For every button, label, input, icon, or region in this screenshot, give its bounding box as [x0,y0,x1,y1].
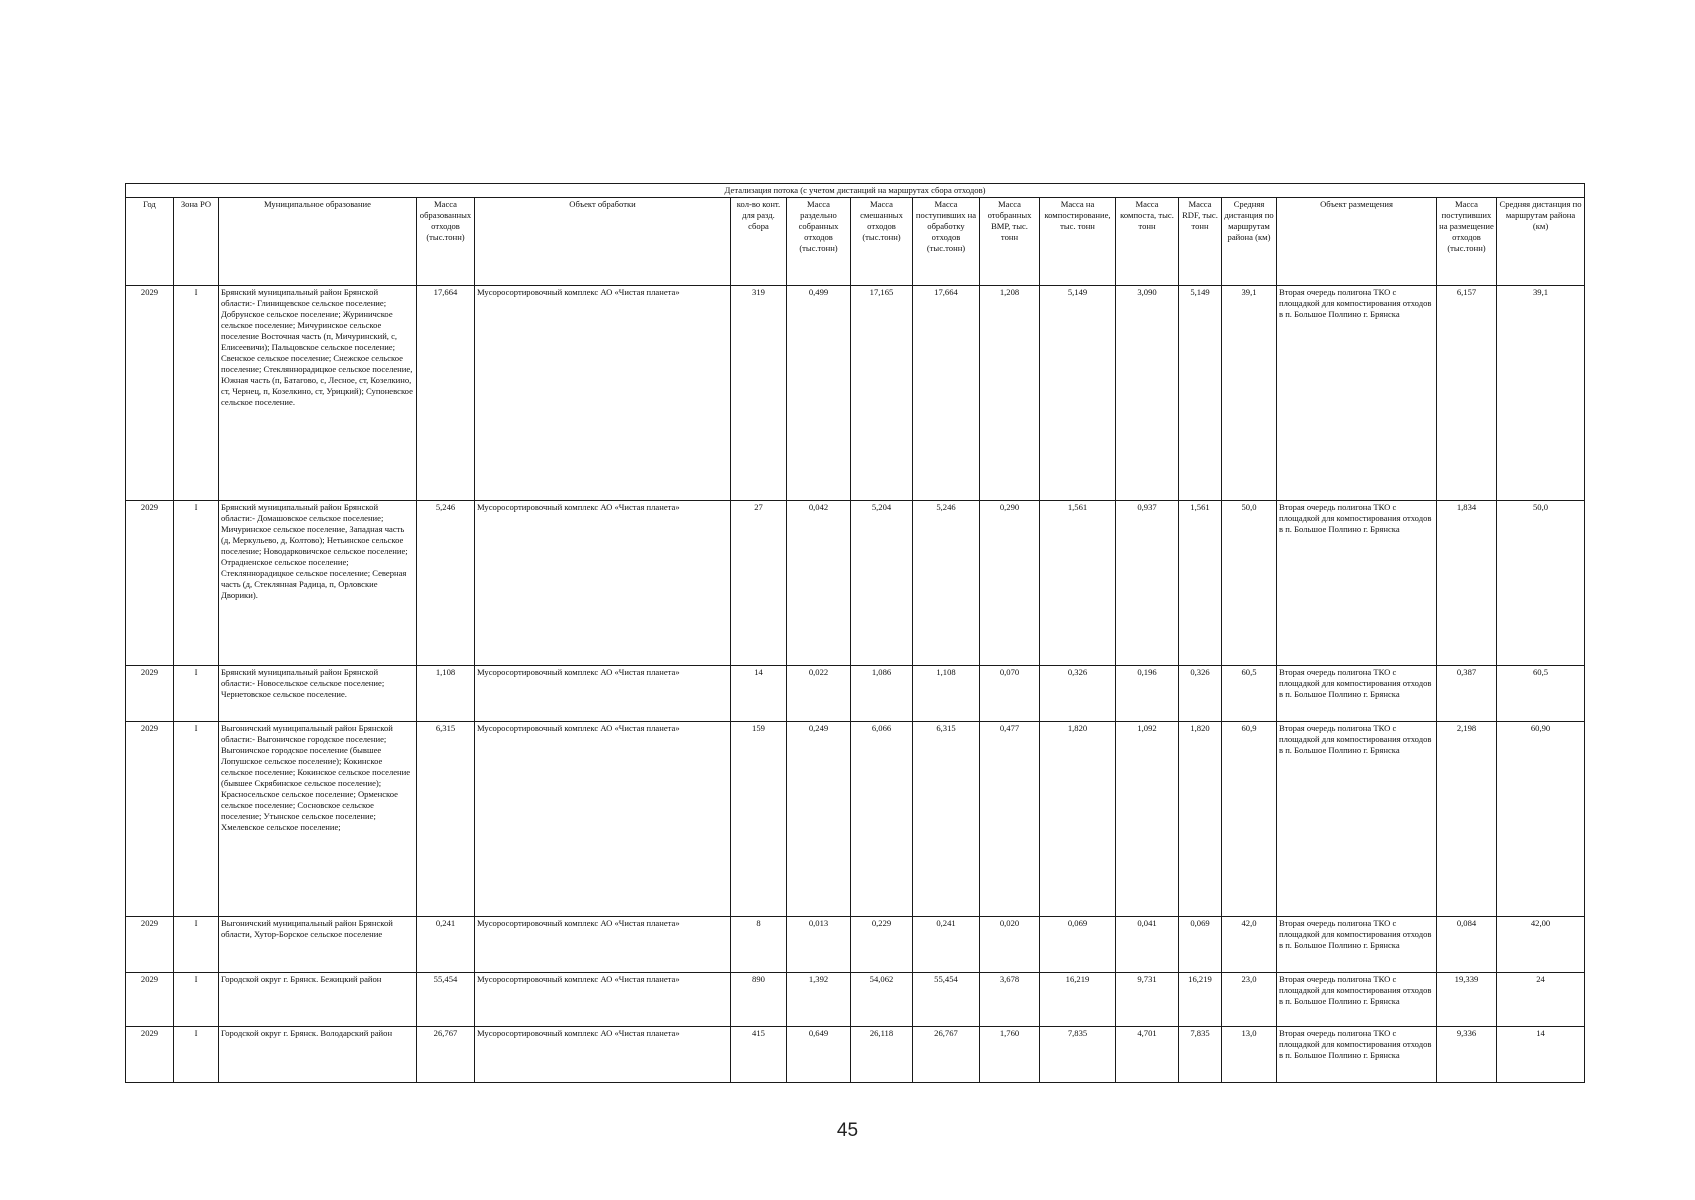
cell-mass-compost: 9,731 [1116,973,1179,1027]
cell-mass-separate: 0,249 [787,722,851,917]
cell-zone: I [174,917,219,973]
cell-processing-facility: Мусоросортировочный комплекс АО «Чистая планета» [475,286,731,501]
cell-processing-facility: Мусоросортировочный комплекс АО «Чистая планета» [475,666,731,722]
cell-mass-processing: 26,767 [913,1027,980,1083]
cell-mass-rdf: 0,069 [1179,917,1222,973]
cell-mass-processing: 6,315 [913,722,980,917]
cell-mass-generated: 1,108 [417,666,475,722]
col-header-zone: Зона РО [174,198,219,286]
cell-mass-compost: 0,041 [1116,917,1179,973]
cell-mass-compost-in: 16,219 [1040,973,1116,1027]
cell-mass-rdf: 1,820 [1179,722,1222,917]
cell-zone: I [174,1027,219,1083]
document-sheet [125,183,1584,1083]
cell-containers: 14 [731,666,787,722]
cell-mass-disposal: 0,084 [1437,917,1497,973]
cell-year: 2029 [126,973,174,1027]
cell-mass-separate: 0,649 [787,1027,851,1083]
cell-mass-vmr: 3,678 [980,973,1040,1027]
waste-flow-table [125,183,1585,1083]
cell-processing-facility: Мусоросортировочный комплекс АО «Чистая планета» [475,722,731,917]
cell-zone: I [174,286,219,501]
table-row [126,666,1585,722]
cell-mass-compost-in: 1,561 [1040,501,1116,666]
cell-mass-disposal: 2,198 [1437,722,1497,917]
cell-containers: 415 [731,1027,787,1083]
cell-mass-mixed: 54,062 [851,973,913,1027]
cell-avg-distance-2: 39,1 [1497,286,1585,501]
col-header-processing-facility: Объект обработки [475,198,731,286]
cell-municipality: Выгоничский муниципальный район Брянской области, Хутор-Борское сельское поселение [219,917,417,973]
col-header-mass-mixed: Масса смешанных отходов (тыс.тонн) [851,198,913,286]
table-body [126,286,1585,1083]
cell-mass-generated: 17,664 [417,286,475,501]
cell-mass-disposal: 0,387 [1437,666,1497,722]
cell-mass-mixed: 6,066 [851,722,913,917]
cell-mass-generated: 26,767 [417,1027,475,1083]
cell-mass-compost-in: 0,326 [1040,666,1116,722]
cell-containers: 8 [731,917,787,973]
cell-processing-facility: Мусоросортировочный комплекс АО «Чистая планета» [475,1027,731,1083]
cell-avg-distance-2: 24 [1497,973,1585,1027]
cell-avg-distance: 13,0 [1222,1027,1277,1083]
cell-mass-rdf: 5,149 [1179,286,1222,501]
cell-mass-generated: 6,315 [417,722,475,917]
cell-containers: 27 [731,501,787,666]
cell-mass-processing: 55,454 [913,973,980,1027]
cell-zone: I [174,501,219,666]
cell-municipality: Городской округ г. Брянск. Бежицкий район [219,973,417,1027]
cell-avg-distance: 42,0 [1222,917,1277,973]
cell-mass-generated: 55,454 [417,973,475,1027]
cell-mass-compost: 3,090 [1116,286,1179,501]
cell-mass-mixed: 26,118 [851,1027,913,1083]
cell-disposal-facility: Вторая очередь полигона ТКО с площадкой для компостирования отходов в п. Большое Полпино г. Брянска [1277,973,1437,1027]
col-header-municipality: Муниципальное образование [219,198,417,286]
cell-mass-disposal: 1,834 [1437,501,1497,666]
cell-mass-vmr: 1,760 [980,1027,1040,1083]
header-row [126,198,1585,286]
table-row [126,722,1585,917]
cell-disposal-facility: Вторая очередь полигона ТКО с площадкой для компостирования отходов в п. Большое Полпино г. Брянска [1277,1027,1437,1083]
cell-mass-separate: 0,013 [787,917,851,973]
cell-mass-processing: 1,108 [913,666,980,722]
col-header-mass-compost: Масса компоста, тыс. тонн [1116,198,1179,286]
cell-mass-processing: 17,664 [913,286,980,501]
cell-containers: 890 [731,973,787,1027]
cell-municipality: Брянский муниципальный район Брянской области:- Глинищевское сельское поселение; Добрунское сельское поселение; Журиничское сельское поселение; Мичуринское сельское поселение Восточная часть (п, Мичуринский, с, Елисеевичи); Пальцовское сельское поселение; Свенское сельское поселение; Снежское сельское поселение; Стекляннорадицкое сельское поселение, Южная часть (п, Батагово, с, Лесное, ст, Козелкино, ст, Чернец, п, Козелкино, ст, Урицкий); Супоневское сельское поселение. [219,286,417,501]
col-header-mass-processing: Масса поступивших на обработку отходов (тыс.тонн) [913,198,980,286]
cell-avg-distance-2: 14 [1497,1027,1585,1083]
cell-zone: I [174,973,219,1027]
cell-disposal-facility: Вторая очередь полигона ТКО с площадкой для компостирования отходов в п. Большое Полпино г. Брянска [1277,501,1437,666]
cell-mass-compost-in: 1,820 [1040,722,1116,917]
cell-year: 2029 [126,1027,174,1083]
cell-year: 2029 [126,501,174,666]
cell-processing-facility: Мусоросортировочный комплекс АО «Чистая планета» [475,917,731,973]
table-row [126,973,1585,1027]
cell-processing-facility: Мусоросортировочный комплекс АО «Чистая планета» [475,973,731,1027]
col-header-mass-compost-in: Масса на компостирование, тыс. тонн [1040,198,1116,286]
cell-mass-compost-in: 5,149 [1040,286,1116,501]
cell-disposal-facility: Вторая очередь полигона ТКО с площадкой для компостирования отходов в п. Большое Полпино г. Брянска [1277,917,1437,973]
cell-mass-rdf: 0,326 [1179,666,1222,722]
cell-mass-mixed: 1,086 [851,666,913,722]
cell-year: 2029 [126,286,174,501]
cell-mass-mixed: 17,165 [851,286,913,501]
cell-avg-distance: 39,1 [1222,286,1277,501]
table-row [126,1027,1585,1083]
cell-mass-disposal: 9,336 [1437,1027,1497,1083]
cell-mass-separate: 0,499 [787,286,851,501]
cell-mass-mixed: 5,204 [851,501,913,666]
cell-mass-vmr: 0,020 [980,917,1040,973]
cell-containers: 159 [731,722,787,917]
cell-municipality: Брянский муниципальный район Брянской области:- Домашовское сельское поселение; Мичуринское сельское поселение, Западная часть (д, Меркульево, д, Колтово); Нетьинское сельское поселение; Новодарковичское сельское поселение; Отрадненское сельское поселение; Стекляннорадицкое сельское поселение; Северная часть (д, Стеклянная Радица, п, Орловские Дворики). [219,501,417,666]
cell-processing-facility: Мусоросортировочный комплекс АО «Чистая планета» [475,501,731,666]
col-header-mass-separate: Масса раздельно собранных отходов (тыс.тонн) [787,198,851,286]
col-header-year: Год [126,198,174,286]
cell-disposal-facility: Вторая очередь полигона ТКО с площадкой для компостирования отходов в п. Большое Полпино г. Брянска [1277,666,1437,722]
col-header-containers: кол-во конт. для разд. сбора [731,198,787,286]
col-header-mass-disposal: Масса поступивших на размещение отходов (тыс.тонн) [1437,198,1497,286]
cell-avg-distance-2: 60,90 [1497,722,1585,917]
cell-avg-distance: 60,9 [1222,722,1277,917]
cell-mass-compost-in: 0,069 [1040,917,1116,973]
cell-mass-generated: 0,241 [417,917,475,973]
cell-mass-compost: 0,937 [1116,501,1179,666]
col-header-mass-rdf: Масса RDF, тыс. тонн [1179,198,1222,286]
table-row [126,286,1585,501]
cell-mass-separate: 0,042 [787,501,851,666]
cell-mass-vmr: 0,290 [980,501,1040,666]
cell-municipality: Брянский муниципальный район Брянской области:- Новосельское сельское поселение; Чернетовское сельское поселение. [219,666,417,722]
cell-mass-rdf: 1,561 [1179,501,1222,666]
col-header-avg-distance: Средняя дистанция по маршрутам района (км) [1222,198,1277,286]
cell-mass-vmr: 0,070 [980,666,1040,722]
cell-mass-processing: 5,246 [913,501,980,666]
cell-containers: 319 [731,286,787,501]
cell-mass-compost: 1,092 [1116,722,1179,917]
cell-municipality: Городской округ г. Брянск. Володарский район [219,1027,417,1083]
cell-avg-distance-2: 50,0 [1497,501,1585,666]
col-header-avg-distance-2: Средняя дистанция по маршрутам района (км) [1497,198,1585,286]
cell-mass-rdf: 16,219 [1179,973,1222,1027]
cell-avg-distance-2: 42,00 [1497,917,1585,973]
cell-mass-separate: 0,022 [787,666,851,722]
cell-mass-vmr: 0,477 [980,722,1040,917]
col-header-mass-vmr: Масса отобранных ВМР, тыс. тонн [980,198,1040,286]
cell-mass-mixed: 0,229 [851,917,913,973]
cell-mass-compost-in: 7,835 [1040,1027,1116,1083]
table-row [126,917,1585,973]
page-number: 45 [836,1120,859,1141]
cell-disposal-facility: Вторая очередь полигона ТКО с площадкой для компостирования отходов в п. Большое Полпино г. Брянска [1277,286,1437,501]
cell-year: 2029 [126,722,174,917]
cell-disposal-facility: Вторая очередь полигона ТКО с площадкой для компостирования отходов в п. Большое Полпино г. Брянска [1277,722,1437,917]
cell-avg-distance: 60,5 [1222,666,1277,722]
cell-mass-generated: 5,246 [417,501,475,666]
cell-avg-distance: 23,0 [1222,973,1277,1027]
cell-avg-distance: 50,0 [1222,501,1277,666]
cell-avg-distance-2: 60,5 [1497,666,1585,722]
cell-mass-disposal: 6,157 [1437,286,1497,501]
cell-mass-separate: 1,392 [787,973,851,1027]
col-header-mass-generated: Масса образованных отходов (тыс.тонн) [417,198,475,286]
cell-zone: I [174,666,219,722]
cell-mass-compost: 4,701 [1116,1027,1179,1083]
cell-mass-processing: 0,241 [913,917,980,973]
cell-municipality: Выгоничский муниципальный район Брянской области:- Выгоничское городское поселение; Выгоничское городское поселение (бывшее Лопушское сельское поселение); Кокинское сельское поселение; Кокинское сельское поселение (бывшее Скрябинское сельское поселение); Красносельское сельское поселение; Орменское сельское поселение; Сосновское сельское поселение; Утынское сельское поселение; Хмелевское сельское поселение; [219,722,417,917]
table-caption: Детализация потока (с учетом дистанций на маршрутах сбора отходов) [126,184,1585,198]
cell-mass-disposal: 19,339 [1437,973,1497,1027]
cell-mass-compost: 0,196 [1116,666,1179,722]
cell-mass-vmr: 1,208 [980,286,1040,501]
cell-year: 2029 [126,666,174,722]
cell-year: 2029 [126,917,174,973]
cell-mass-rdf: 7,835 [1179,1027,1222,1083]
table-row [126,501,1585,666]
cell-zone: I [174,722,219,917]
col-header-disposal-facility: Объект размещения [1277,198,1437,286]
